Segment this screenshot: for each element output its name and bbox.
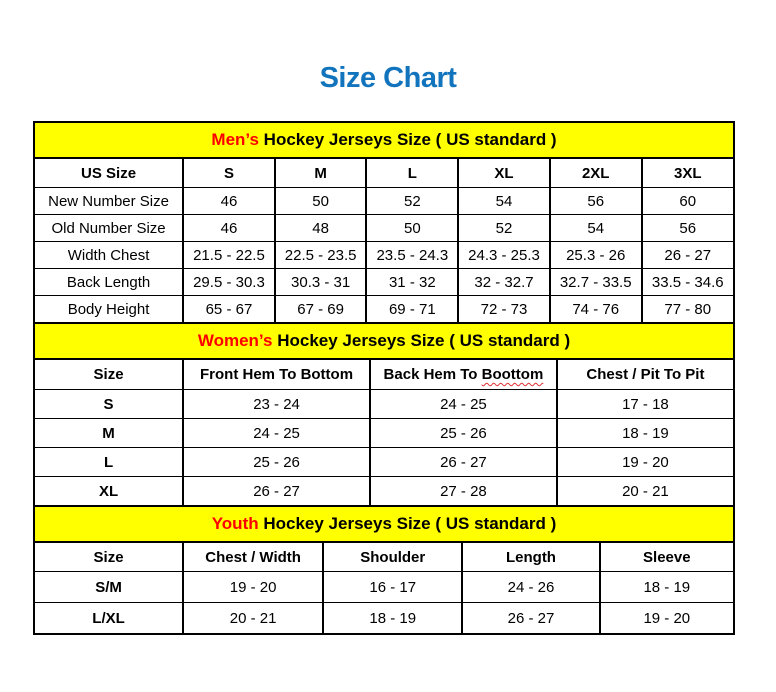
column-header: Sleeve bbox=[600, 542, 734, 572]
size-value-cell: 26 - 27 bbox=[462, 603, 599, 635]
size-value-cell: 26 - 27 bbox=[183, 477, 370, 507]
row-label: New Number Size bbox=[34, 188, 183, 215]
table-row bbox=[34, 269, 734, 296]
size-value-cell: 48 bbox=[275, 215, 367, 242]
column-header: M bbox=[275, 158, 367, 188]
misspelled-word: Boottom bbox=[481, 366, 544, 383]
column-header: S bbox=[183, 158, 275, 188]
size-value-cell: 22.5 - 23.5 bbox=[275, 242, 367, 269]
header-row bbox=[34, 542, 734, 572]
table-row bbox=[34, 242, 734, 269]
row-label: L bbox=[34, 448, 183, 477]
column-header: Size bbox=[34, 542, 183, 572]
size-value-cell: 20 - 21 bbox=[557, 477, 734, 507]
table-row bbox=[34, 215, 734, 242]
size-value-cell: 30.3 - 31 bbox=[275, 269, 367, 296]
column-header: Chest / Pit To Pit bbox=[557, 359, 734, 390]
header-row bbox=[34, 158, 734, 188]
row-label: Old Number Size bbox=[34, 215, 183, 242]
size-value-cell: 20 - 21 bbox=[183, 603, 323, 635]
size-value-cell: 25 - 26 bbox=[183, 448, 370, 477]
column-header: 2XL bbox=[550, 158, 642, 188]
size-value-cell: 50 bbox=[366, 215, 458, 242]
size-value-cell: 32 - 32.7 bbox=[458, 269, 550, 296]
size-value-cell: 21.5 - 22.5 bbox=[183, 242, 275, 269]
size-value-cell: 52 bbox=[366, 188, 458, 215]
size-value-cell: 54 bbox=[458, 188, 550, 215]
table-row bbox=[34, 477, 734, 507]
row-label: S/M bbox=[34, 572, 183, 603]
row-label: Width Chest bbox=[34, 242, 183, 269]
size-value-cell: 31 - 32 bbox=[366, 269, 458, 296]
section-banner-womens bbox=[33, 322, 735, 360]
section-banner-mens bbox=[33, 121, 735, 159]
table-row bbox=[34, 572, 734, 603]
column-header: Chest / Width bbox=[183, 542, 323, 572]
size-value-cell: 54 bbox=[550, 215, 642, 242]
size-value-cell: 24 - 26 bbox=[462, 572, 599, 603]
banner-rest-text: Hockey Jerseys Size ( US standard ) bbox=[258, 130, 557, 149]
table-row bbox=[34, 603, 734, 635]
size-value-cell: 77 - 80 bbox=[642, 296, 734, 324]
size-value-cell: 17 - 18 bbox=[557, 390, 734, 419]
row-label: XL bbox=[34, 477, 183, 507]
size-value-cell: 26 - 27 bbox=[370, 448, 557, 477]
size-value-cell: 52 bbox=[458, 215, 550, 242]
size-value-cell: 56 bbox=[642, 215, 734, 242]
column-header: L bbox=[366, 158, 458, 188]
column-header: Size bbox=[34, 359, 183, 390]
table-row bbox=[34, 188, 734, 215]
column-header-text: Back Hem To bbox=[383, 366, 482, 383]
size-table-mens bbox=[33, 157, 735, 324]
size-table-youth bbox=[33, 541, 735, 635]
row-label: M bbox=[34, 419, 183, 448]
row-label: S bbox=[34, 390, 183, 419]
column-header: Length bbox=[462, 542, 599, 572]
table-row bbox=[34, 419, 734, 448]
page-title: Size Chart bbox=[319, 62, 457, 94]
size-value-cell: 72 - 73 bbox=[458, 296, 550, 324]
size-value-cell: 25 - 26 bbox=[370, 419, 557, 448]
column-header: 3XL bbox=[642, 158, 734, 188]
size-value-cell: 23.5 - 24.3 bbox=[366, 242, 458, 269]
size-value-cell: 29.5 - 30.3 bbox=[183, 269, 275, 296]
size-value-cell: 19 - 20 bbox=[557, 448, 734, 477]
size-value-cell: 69 - 71 bbox=[366, 296, 458, 324]
banner-accent-text: Women’s bbox=[197, 331, 273, 350]
column-header: US Size bbox=[34, 158, 183, 188]
table-row bbox=[34, 390, 734, 419]
section-banner-youth bbox=[33, 505, 735, 543]
size-value-cell: 19 - 20 bbox=[183, 572, 323, 603]
size-value-cell: 46 bbox=[183, 215, 275, 242]
size-value-cell: 18 - 19 bbox=[600, 572, 734, 603]
table-row bbox=[34, 448, 734, 477]
size-value-cell: 27 - 28 bbox=[370, 477, 557, 507]
column-header: Front Hem To Bottom bbox=[183, 359, 370, 390]
size-value-cell: 19 - 20 bbox=[600, 603, 734, 635]
size-value-cell: 24.3 - 25.3 bbox=[458, 242, 550, 269]
size-value-cell: 60 bbox=[642, 188, 734, 215]
size-value-cell: 56 bbox=[550, 188, 642, 215]
size-value-cell: 32.7 - 33.5 bbox=[550, 269, 642, 296]
size-value-cell: 50 bbox=[275, 188, 367, 215]
size-value-cell: 24 - 25 bbox=[370, 390, 557, 419]
column-header: Shoulder bbox=[323, 542, 462, 572]
size-value-cell: 25.3 - 26 bbox=[550, 242, 642, 269]
size-chart bbox=[33, 121, 735, 635]
size-value-cell: 18 - 19 bbox=[557, 419, 734, 448]
table-row bbox=[34, 296, 734, 324]
row-label: L/XL bbox=[34, 603, 183, 635]
banner-accent-text: Youth bbox=[211, 514, 259, 533]
column-header: XL bbox=[458, 158, 550, 188]
banner-rest-text: Hockey Jerseys Size ( US standard ) bbox=[258, 514, 557, 533]
size-value-cell: 65 - 67 bbox=[183, 296, 275, 324]
size-value-cell: 26 - 27 bbox=[642, 242, 734, 269]
banner-rest-text: Hockey Jerseys Size ( US standard ) bbox=[272, 331, 571, 350]
size-table-womens bbox=[33, 358, 735, 507]
size-value-cell: 74 - 76 bbox=[550, 296, 642, 324]
row-label: Back Length bbox=[34, 269, 183, 296]
column-header bbox=[370, 359, 557, 390]
header-row bbox=[34, 359, 734, 390]
size-value-cell: 67 - 69 bbox=[275, 296, 367, 324]
size-value-cell: 33.5 - 34.6 bbox=[642, 269, 734, 296]
size-value-cell: 23 - 24 bbox=[183, 390, 370, 419]
size-value-cell: 16 - 17 bbox=[323, 572, 462, 603]
banner-accent-text: Men’s bbox=[211, 130, 259, 149]
row-label: Body Height bbox=[34, 296, 183, 324]
size-value-cell: 18 - 19 bbox=[323, 603, 462, 635]
size-value-cell: 46 bbox=[183, 188, 275, 215]
size-value-cell: 24 - 25 bbox=[183, 419, 370, 448]
